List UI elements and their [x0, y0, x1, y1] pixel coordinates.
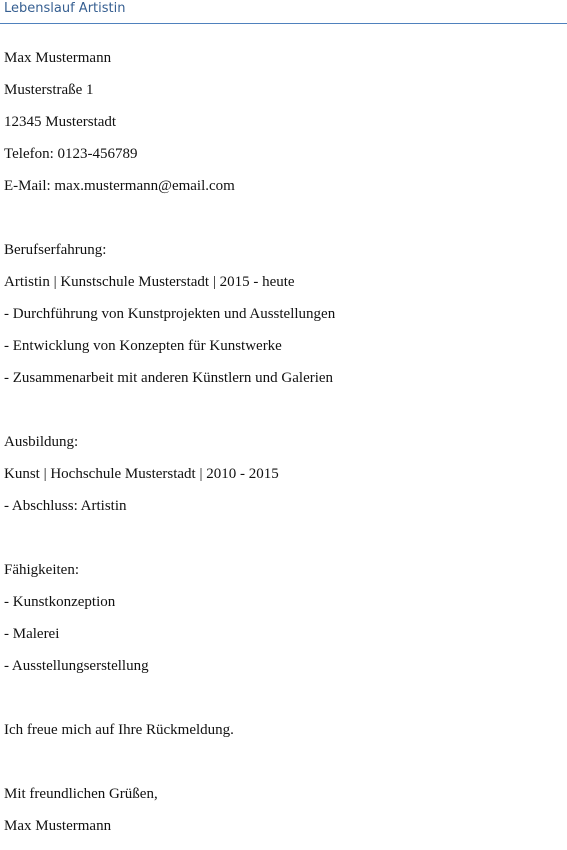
closing-greeting: Mit freundlichen Grüßen, — [4, 786, 158, 802]
skills-item: - Malerei — [4, 626, 60, 642]
contact-phone: Telefon: 0123-456789 — [4, 146, 138, 162]
document-body — [4, 50, 564, 850]
experience-item: - Entwicklung von Konzepten für Kunstwerke — [4, 338, 282, 354]
document-title: Lebenslauf Artistin — [4, 1, 126, 16]
contact-email: E-Mail: max.mustermann@email.com — [4, 178, 235, 194]
experience-item: - Zusammenarbeit mit anderen Künstlern und Galerien — [4, 370, 334, 386]
document-header — [0, 0, 567, 24]
section-spacer — [4, 530, 564, 562]
section-spacer — [4, 402, 564, 434]
education-section — [4, 434, 564, 530]
education-heading: Ausbildung: — [4, 434, 79, 450]
education-entry: Kunst | Hochschule Musterstadt | 2010 - 2015 — [4, 466, 279, 482]
contact-street: Musterstraße 1 — [4, 82, 94, 98]
experience-item: - Durchführung von Kunstprojekten und Ausstellungen — [4, 306, 336, 322]
section-spacer — [4, 210, 564, 242]
contact-section — [4, 50, 564, 210]
experience-section — [4, 242, 564, 402]
section-spacer — [4, 690, 564, 722]
section-spacer — [4, 754, 564, 786]
contact-name: Max Mustermann — [4, 50, 112, 66]
skills-section — [4, 562, 564, 690]
closing-text: Ich freue mich auf Ihre Rückmeldung. — [4, 722, 234, 738]
education-item: - Abschluss: Artistin — [4, 498, 127, 514]
experience-heading: Berufserfahrung: — [4, 242, 107, 258]
skills-heading: Fähigkeiten: — [4, 562, 79, 578]
skills-item: - Ausstellungserstellung — [4, 658, 149, 674]
experience-position: Artistin | Kunstschule Musterstadt | 2015 - heute — [4, 274, 295, 290]
closing-section — [4, 722, 564, 850]
signature-name: Max Mustermann — [4, 818, 112, 834]
contact-city: 12345 Musterstadt — [4, 114, 117, 130]
skills-item: - Kunstkonzeption — [4, 594, 116, 610]
